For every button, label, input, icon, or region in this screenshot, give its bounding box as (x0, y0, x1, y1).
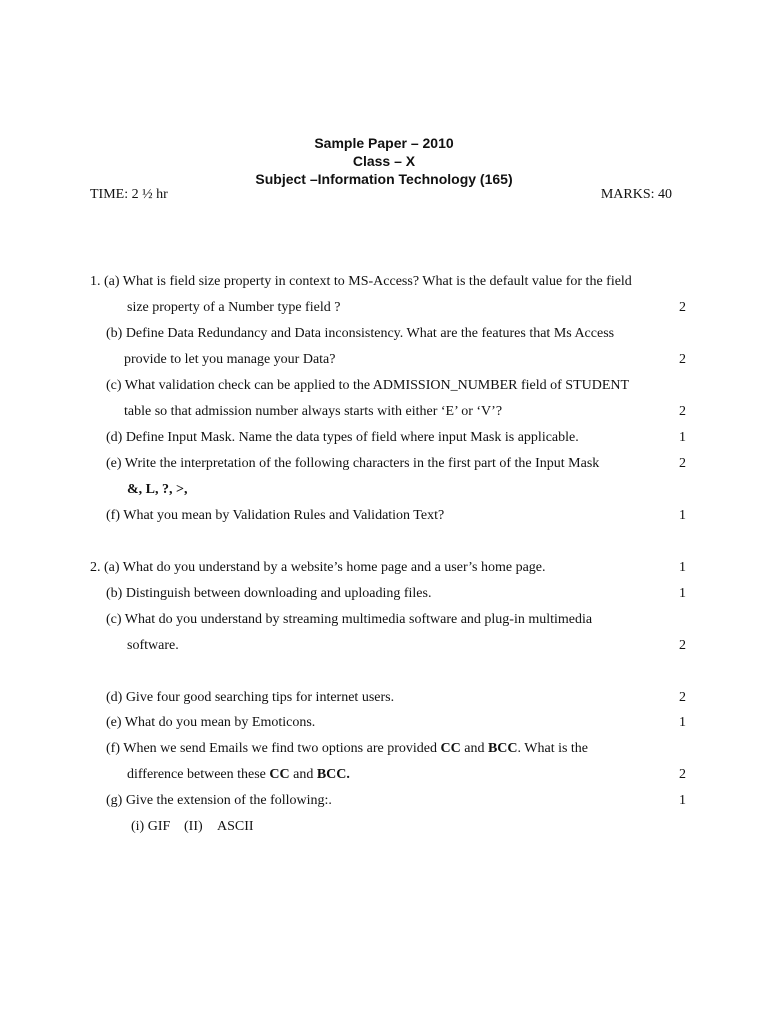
q2b-marks: 1 (679, 586, 686, 601)
q1e-characters: &, L, ?, >, (127, 482, 188, 497)
q2f-line1 (106, 740, 588, 758)
q2d-line: (d) Give four good searching tips for internet users. (106, 690, 395, 705)
q1d-line: (d) Define Input Mask. Name the data types of field where input Mask is applicable. (106, 430, 579, 445)
q2f-line2-cc: CC (269, 767, 290, 782)
q2c-line1: (c) What do you understand by streaming multimedia software and plug-in multimedia (106, 612, 593, 627)
q2f-line2-and: and (289, 767, 317, 782)
q2a-line: 2. (a) What do you understand by a website’s home page and a user’s home page. (90, 560, 546, 575)
q1a-line2: size property of a Number type field ? (127, 300, 341, 315)
q2e-marks: 1 (679, 715, 686, 730)
q2g-line: (g) Give the extension of the following:. (106, 793, 332, 808)
q1f-marks: 1 (679, 508, 686, 523)
q2g-marks: 1 (679, 793, 686, 808)
q1c-marks: 2 (679, 404, 686, 419)
q1b-marks: 2 (679, 352, 686, 367)
q2f-line1-post: . What is the (517, 741, 589, 756)
paper-header (0, 134, 768, 188)
q2c-marks: 2 (679, 638, 686, 653)
q2f-line2-bcc: BCC. (316, 767, 350, 782)
q1b-line2: provide to let you manage your Data? (124, 352, 336, 367)
q2f-line1-cc: CC (440, 741, 461, 756)
class-label: Class – X (352, 153, 416, 169)
q1b-line1: (b) Define Data Redundancy and Data inconsistency. What are the features that Ms Access (106, 326, 615, 341)
time-label: TIME: 2 ½ hr (90, 187, 168, 202)
q2a-marks: 1 (679, 560, 686, 575)
q2d-marks: 2 (679, 690, 686, 705)
q2f-line1-and: and (460, 741, 488, 756)
q1d-marks: 1 (679, 430, 686, 445)
q1a-line1: 1. (a) What is field size property in context to MS-Access? What is the default value for the field (90, 274, 632, 289)
q1c-line1: (c) What validation check can be applied to the ADMISSION_NUMBER field of STUDENT (106, 378, 630, 393)
q1e-line1: (e) Write the interpretation of the following characters in the first part of the Input Mask (106, 456, 600, 471)
q1a-marks: 2 (679, 300, 686, 315)
q2f-line2-pre: difference between these (127, 767, 270, 782)
q1c-line2: table so that admission number always starts with either ‘E’ or ‘V’? (124, 404, 503, 419)
q2f-line1-bcc: BCC (487, 741, 518, 756)
q2e-line: (e) What do you mean by Emoticons. (106, 715, 316, 730)
marks-label: MARKS: 40 (600, 187, 672, 202)
subject-label: Subject –Information Technology (165) (255, 171, 513, 187)
q2g-option-gif: (i) GIF (131, 819, 171, 834)
q2g-option-roman: (II) (184, 819, 203, 834)
paper-title: Sample Paper – 2010 (314, 135, 454, 151)
q1e-marks: 2 (679, 456, 686, 471)
q2c-line2: software. (127, 638, 179, 653)
q2f-line2 (127, 766, 350, 784)
q2g-option-ascii: ASCII (217, 819, 254, 834)
q2f-line1-pre: (f) When we send Emails we find two options are provided (106, 741, 441, 756)
q1f-line: (f) What you mean by Validation Rules and Validation Text? (106, 508, 445, 523)
q2f-marks: 2 (679, 767, 686, 782)
q2b-line: (b) Distinguish between downloading and uploading files. (106, 586, 432, 601)
